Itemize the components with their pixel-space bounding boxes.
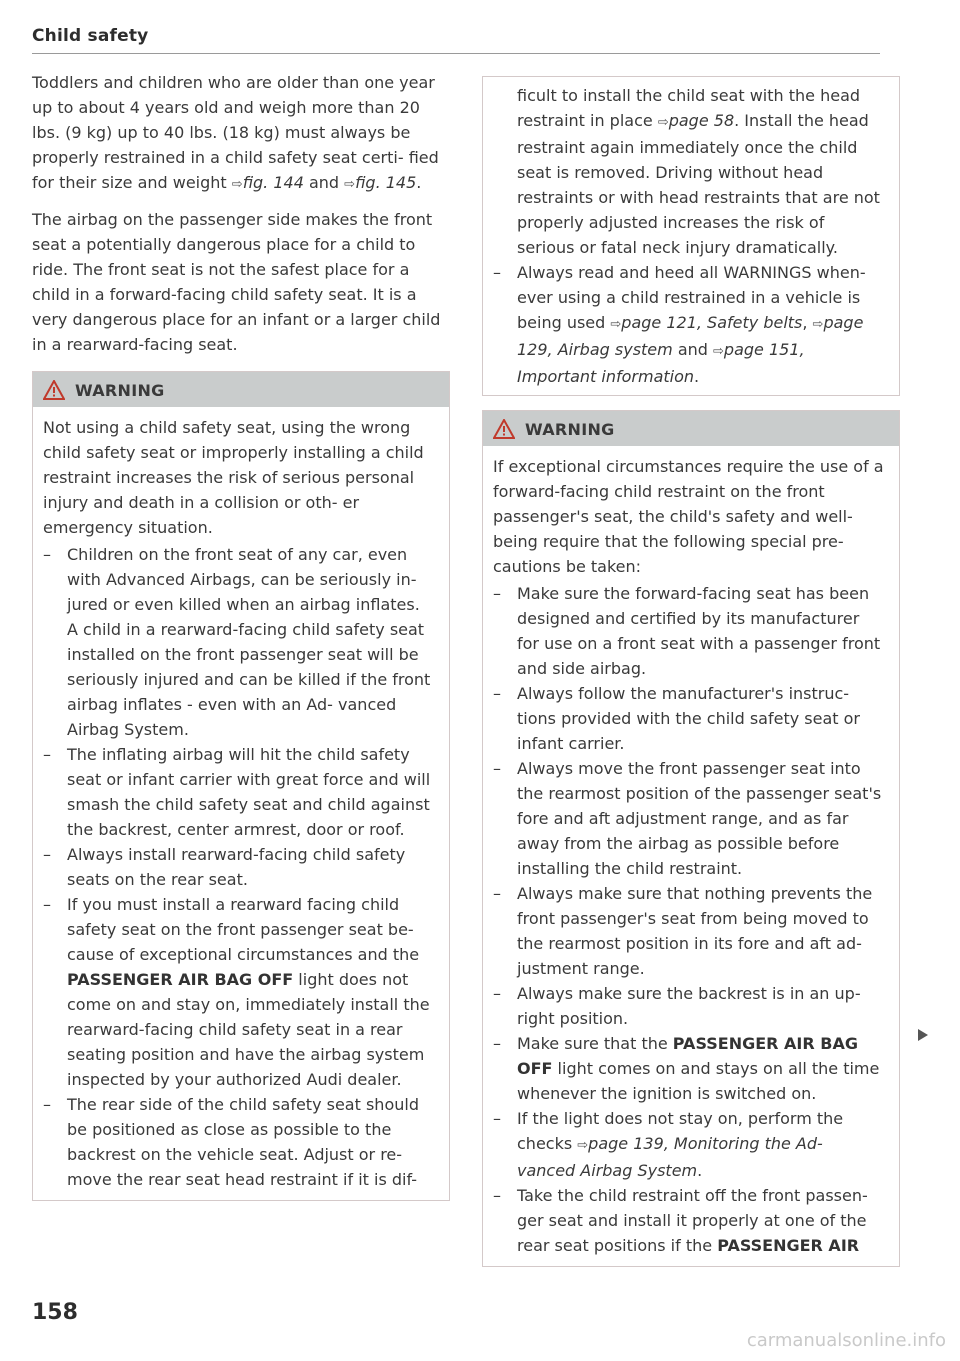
- warning-list: [43, 542, 435, 1192]
- page-number: 158: [32, 1300, 78, 1325]
- page-header: [32, 26, 880, 54]
- warning-body: [33, 407, 449, 1200]
- list-item: – Children on the front seat of any car, even with Advanced Airbags, can be seriously in- jured or even killed when an airbag inflates. A child in a rearward-facing child safety seat installed on the front passenger seat will be seriously injured and can be killed if the front airbag inflates - even with an Ad- vanced Airbag System.: [43, 542, 435, 742]
- warning-list: [493, 581, 885, 1258]
- warning-intro: If exceptional circumstances require the use of a forward-facing child restraint on the front passenger's seat, the child's safety and well- being require that the following special pre- cautions be taken:: [493, 457, 884, 576]
- intro-paragraph: Toddlers and children who are older than one year up to about 4 years old and weigh more than 20 lbs. (9 kg) up to 40 lbs. (18 kg) must always be properly restrained in a child safety seat certi- fied for their size and weight ⇨fig. 144 and ⇨fig. 145.: [32, 73, 439, 192]
- warning-header: [483, 411, 899, 446]
- list-item: – Make sure the forward-facing seat has been designed and certified by its manufacturer for use on a front seat with a passenger front and side airbag.: [493, 581, 885, 681]
- page-link[interactable]: page 129, Airbag system: [517, 313, 864, 359]
- figure-link[interactable]: fig. 145: [355, 173, 417, 192]
- airbag-paragraph: The airbag on the passenger side makes the front seat a potentially dangerous place for a child to ride. The front seat is not the safest place for a child in a forward-facing child safety seat. It is a very dangerous place for an infant or a larger child in a rearward-facing seat.: [32, 210, 441, 354]
- list-item: – If the light does not stay on, perform the checks ⇨page 139, Monitoring the Ad- vanced Airbag System.: [493, 1106, 885, 1183]
- reference-arrow-icon: ⇨: [713, 344, 724, 359]
- list-item: – Always move the front passenger seat into the rearmost position of the passenger seat's fore and aft adjustment range, and as far away from the airbag as possible before installing the child restraint.: [493, 756, 885, 881]
- page-link[interactable]: page 121, Safety belts: [621, 313, 803, 332]
- warning-continuation-box: [482, 76, 900, 396]
- list-item: – Always make sure that nothing prevents the front passenger's seat from being moved to the rearmost position in its fore and aft ad- justment range.: [493, 881, 885, 981]
- list-item: – Always install rearward-facing child safety seats on the rear seat.: [43, 842, 435, 892]
- page-link[interactable]: page 58: [668, 111, 735, 130]
- left-column: [32, 70, 450, 1201]
- warning-box: [32, 371, 450, 1201]
- warning-title: WARNING: [525, 419, 615, 439]
- continued-text: ficult to install the child seat with the head restraint in place ⇨page 58. Install the head restraint again immediately once the child seat is removed. Driving without head restraints or with head restraints that are not properly adjusted increases the risk of serious or fatal neck injury dramatically.: [517, 86, 880, 257]
- list-item: – Always read and heed all WARNINGS when- ever using a child restrained in a vehicle is being used ⇨page 121, Safety belts, ⇨page 129, Airbag system and ⇨page 151, Important information.: [493, 260, 885, 389]
- list-item: – The rear side of the child safety seat should be positioned as close as possible to the backrest on the vehicle seat. Adjust or re- move the rear seat head restraint if it is dif-: [43, 1092, 435, 1192]
- reference-arrow-icon: ⇨: [231, 177, 243, 192]
- list-item: – Always make sure the backrest is in an up- right position.: [493, 981, 885, 1031]
- continued-list: [493, 260, 885, 389]
- reference-arrow-icon: ⇨: [610, 317, 622, 332]
- right-column: [482, 76, 900, 1267]
- warning-body: [483, 446, 899, 1266]
- page-link[interactable]: page 139, Monitoring the Ad- vanced Airbag System: [517, 1134, 823, 1180]
- figure-link[interactable]: fig. 144: [242, 173, 304, 192]
- list-item: – Make sure that the PASSENGER AIR BAG OFF light comes on and stays on all the time whenever the ignition is switched on.: [493, 1031, 885, 1106]
- list-item: – The inflating airbag will hit the child safety seat or infant carrier with great force and will smash the child safety seat and child against the backrest, center armrest, door or roof.: [43, 742, 435, 842]
- warning-header: [33, 372, 449, 407]
- list-item: – Always follow the manufacturer's instruc- tions provided with the child safety seat or infant carrier.: [493, 681, 885, 756]
- reference-arrow-icon: ⇨: [657, 115, 669, 130]
- list-item: – Take the child restraint off the front passen- ger seat and install it properly at one of the rear seat positions if the PASSENGER AIR: [493, 1183, 885, 1258]
- section-title: Child safety: [32, 26, 149, 46]
- reference-arrow-icon: ⇨: [577, 1138, 589, 1153]
- reference-arrow-icon: ⇨: [344, 177, 356, 192]
- warning-box: [482, 410, 900, 1267]
- reference-arrow-icon: ⇨: [812, 317, 824, 332]
- page-link[interactable]: page 151, Important information: [517, 340, 805, 386]
- list-item: – If you must install a rearward facing child safety seat on the front passenger seat be- cause of exceptional circumstances and the PASSENGER AIR BAG OFF light does not come on and stay on, immediately install the rearward-facing child safety seat in a rear seating position and have the airbag system inspected by your authorized Audi dealer.: [43, 892, 435, 1092]
- warning-triangle-icon: [493, 419, 515, 439]
- warning-title: WARNING: [75, 380, 165, 400]
- watermark: carmanualsonline.info: [746, 1330, 946, 1351]
- continue-arrow-icon: [918, 1029, 928, 1041]
- warning-intro: Not using a child safety seat, using the wrong child safety seat or improperly installing a child restraint increases the risk of serious personal injury and death in a collision or oth- er emergency situation.: [43, 418, 424, 537]
- warning-triangle-icon: [43, 380, 65, 400]
